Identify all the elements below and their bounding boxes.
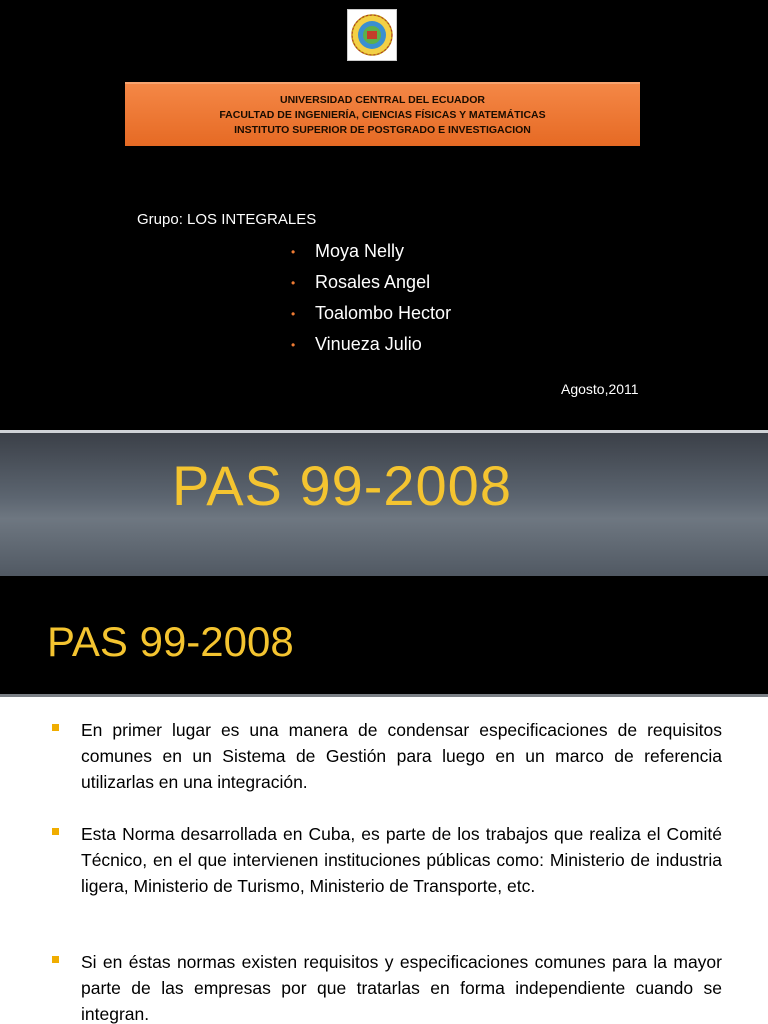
bullet-paragraph: Si en éstas normas existen requisitos y especificaciones comunes para la mayor parte de las empresas por que tratarlas en forma independiente cuando se integran.	[52, 949, 722, 1024]
slide-title: PAS 99-2008	[47, 618, 294, 665]
content-slide-header	[0, 576, 768, 694]
slide-title: PAS 99-2008	[172, 454, 512, 517]
faculty-name: FACULTAD DE INGENIERÍA, CIENCIAS FÍSICAS Y MATEMÁTICAS	[219, 108, 546, 121]
list-item: • Moya Nelly	[291, 241, 405, 261]
university-seal-icon	[347, 9, 397, 61]
member-list	[291, 236, 451, 360]
square-bullet-icon	[52, 724, 59, 731]
square-bullet-icon	[52, 956, 59, 963]
content-slide-body	[0, 697, 768, 1024]
bullet-paragraph: Esta Norma desarrollada en Cuba, es parte de los trabajos que realiza el Comité Técnico, en el que intervienen instituciones públicas como: Ministerio de industria ligera, Ministerio de Turismo, Ministerio de Transporte, etc.	[52, 821, 722, 899]
bullet-icon: •	[291, 244, 296, 259]
presentation-date: Agosto,2011	[561, 381, 639, 397]
group-label: Grupo: LOS INTEGRALES	[137, 211, 317, 228]
title-slide	[0, 0, 768, 430]
list-item: • Rosales Angel	[291, 272, 431, 292]
list-item: • Vinueza Julio	[291, 334, 422, 354]
bullet-icon: •	[291, 337, 296, 352]
bullet-icon: •	[291, 306, 296, 321]
institute-name: INSTITUTO SUPERIOR DE POSTGRADO E INVESTIGACION	[234, 123, 531, 136]
heading-slide	[0, 433, 768, 576]
university-name: UNIVERSIDAD CENTRAL DEL ECUADOR	[280, 93, 485, 106]
list-item: • Toalombo Hector	[291, 303, 452, 323]
university-header-box	[125, 82, 640, 146]
bullet-icon: •	[291, 275, 296, 290]
bullet-paragraph: En primer lugar es una manera de condensar especificaciones de requisitos comunes en un Sistema de Gestión para luego en un marco de referencia utilizarlas en una integración.	[52, 717, 722, 795]
square-bullet-icon	[52, 828, 59, 835]
